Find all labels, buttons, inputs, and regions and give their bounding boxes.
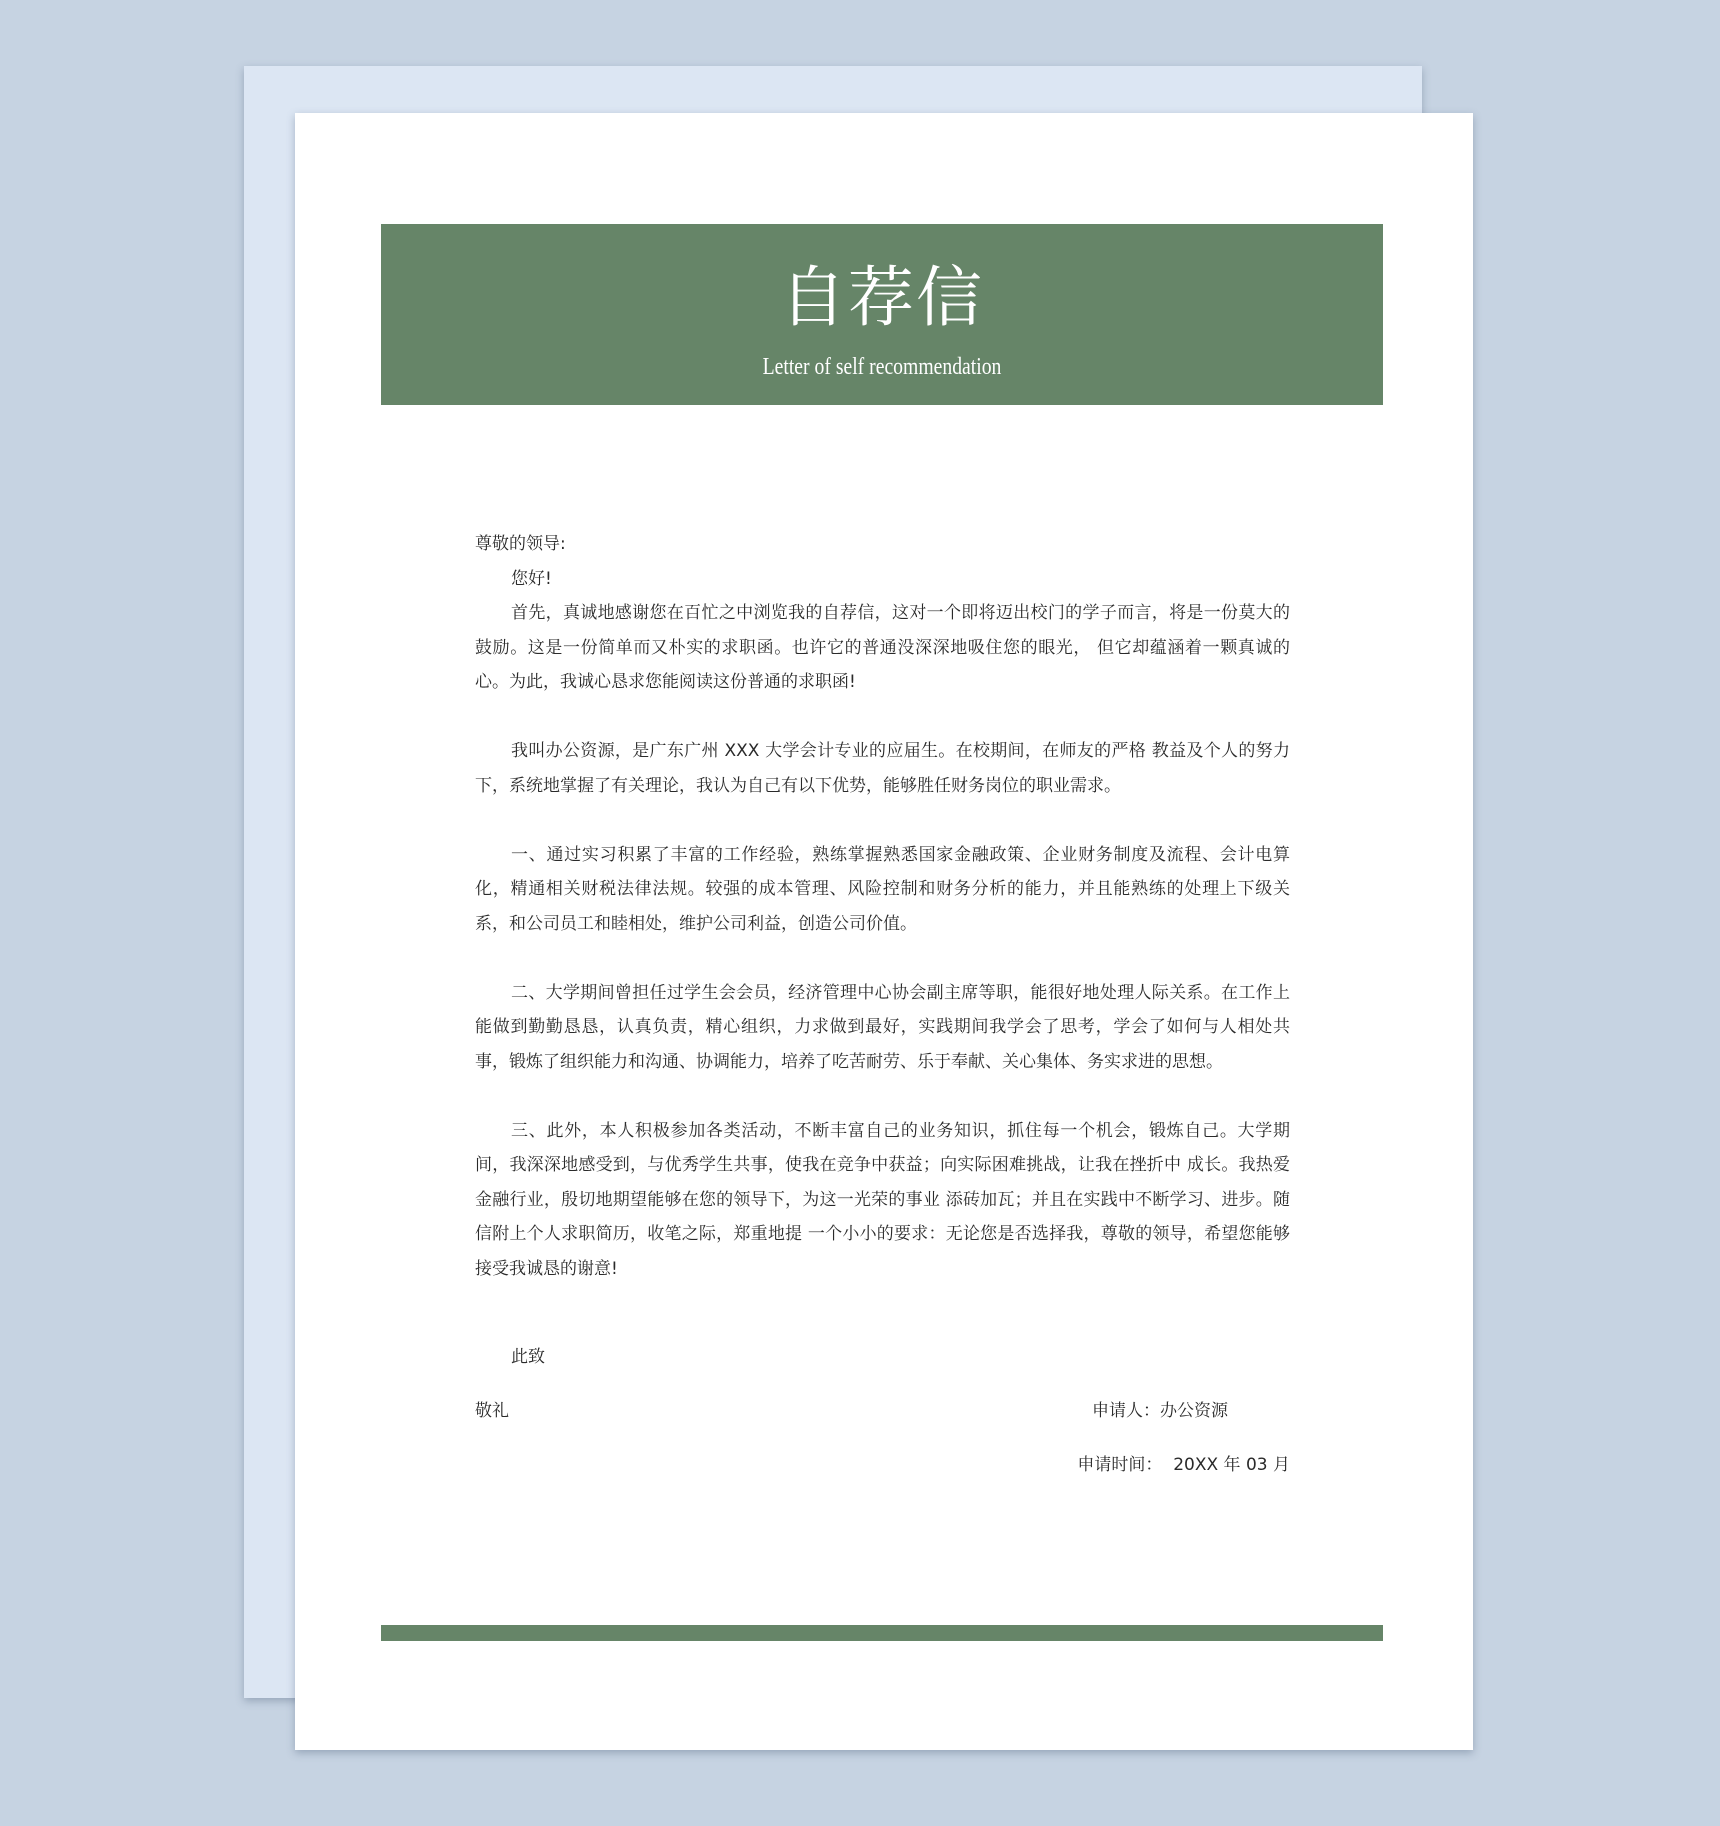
letter-paragraph: 二、大学期间曾担任过学生会会员，经济管理中心协会副主席等职，能很好地处理人际关系。在工作上能做到勤勤恳恳，认真负责，精心组织，力求做到最好，实践期间我学会了思考，学会了如何与人相处共事，锻炼了组织能力和沟通、协调能力，培养了吃苦耐劳、乐于奉献、关心集体、务实求进的思想。 — [475, 982, 1290, 1072]
letter-regards: 敬礼 — [475, 1400, 509, 1421]
footer-bar — [381, 1625, 1383, 1641]
document-page — [295, 113, 1473, 1750]
letter-body — [475, 527, 1290, 1482]
signature-row — [475, 1394, 1290, 1428]
letter-greeting: 您好! — [511, 568, 552, 589]
page-subtitle: Letter of self recommendation — [762, 354, 1002, 380]
date-row — [475, 1448, 1290, 1482]
letter-paragraph: 首先，真诚地感谢您在百忙之中浏览我的自荐信，这对一个即将迈出校门的学子而言，将是一份莫大的鼓励。这是一份简单而又朴实的求职函。也许它的普通没深深地吸住您的眼光， 但它却蕴涵着一颗真诚的心。为此，我诚心恳求您能阅读这份普通的求职函! — [475, 603, 1290, 692]
page-title: 自荐信 — [780, 259, 984, 336]
applicant-name: 申请人：办公资源 — [1092, 1400, 1228, 1421]
letter-paragraph: 一、通过实习积累了丰富的工作经验，熟练掌握熟悉国家金融政策、企业财务制度及流程、会计电算化，精通相关财税法律法规。较强的成本管理、风险控制和财务分析的能力，并且能熟练的处理上下级关系，和公司员工和睦相处，维护公司利益，创造公司价值。 — [475, 844, 1290, 934]
letter-closing: 此致 — [511, 1347, 545, 1367]
letter-salutation: 尊敬的领导: — [475, 534, 566, 554]
header-banner — [381, 224, 1383, 405]
letter-paragraph: 我叫办公资源，是广东广州 XXX 大学会计专业的应届生。在校期间，在师友的严格 教益及个人的努力下，系统地掌握了有关理论，我认为自己有以下优势，能够胜任财务岗位的职业需求。 — [475, 741, 1290, 796]
letter-paragraph: 三、此外，本人积极参加各类活动，不断丰富自己的业务知识，抓住每一个机会，锻炼自己。大学期间，我深深地感受到，与优秀学生共事，使我在竞争中获益；向实际困难挑战，让我在挫折中 成长。我热爱金融行业，殷切地期望能够在您的领导下，为这一光荣的事业 添砖加瓦；并且在实践中不断学习、进步。随信附上个人求职简历，收笔之际，郑重地提 一个小小的要求：无论您是否选择我，尊敬的领导，希望您能够接受我诚恳的谢意! — [475, 1120, 1290, 1279]
application-date: 申请时间： 20XX 年 03 月 — [1077, 1454, 1290, 1475]
